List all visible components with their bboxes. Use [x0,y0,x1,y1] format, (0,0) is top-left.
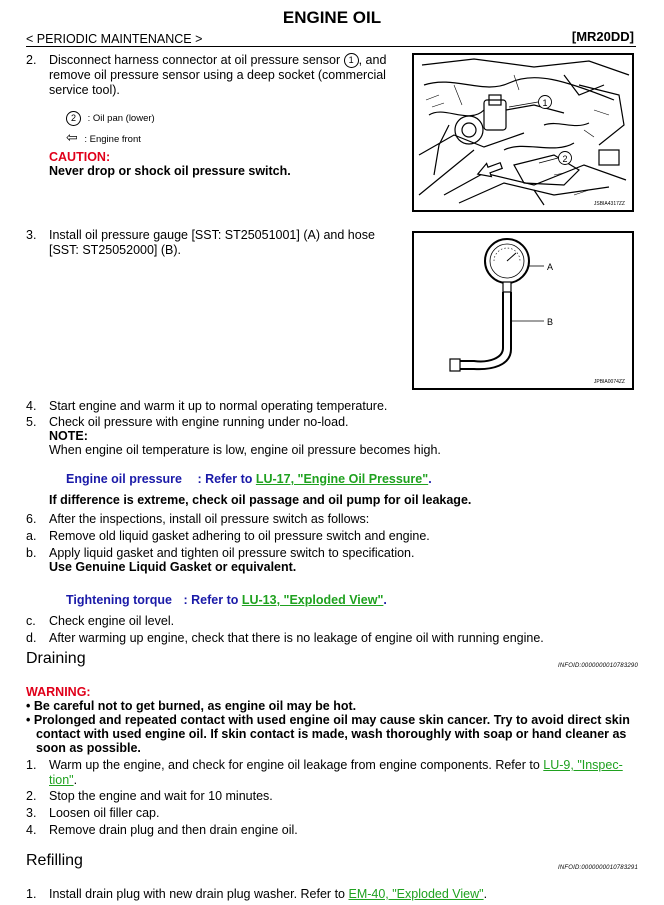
figure-oil-pressure-gauge [412,231,634,390]
figure-2-code: JPBIA0074ZZ [593,379,625,385]
spec-2-end: . [383,593,387,607]
page-title: ENGINE OIL [282,8,382,27]
draining-heading: Draining [26,650,86,667]
figure-callout-2: 2 [562,154,568,164]
figure-callout-1: 1 [542,98,548,108]
spec-2-label: Tightening torque [66,593,173,607]
step-6-text: After the inspections, install oil pressure switch as follows: [49,512,370,526]
drain-step-1-number: 1. [26,758,37,772]
step-c-text: Check engine oil level. [49,614,175,628]
drain-step-2-number: 2. [26,789,37,803]
link-lu-9-cont[interactable]: tion" [49,773,74,787]
caution-text: Never drop or shock oil pressure switch. [49,164,291,178]
step-4-number: 4. [26,399,37,413]
link-lu-13[interactable]: LU-13, "Exploded View" [241,593,384,607]
refill-step-1-number: 1. [26,887,37,901]
drain-step-3-text: Loosen oil filler cap. [49,806,160,820]
refill-step-1-text [49,887,487,902]
step-d-letter: d. [26,631,37,645]
note-label: NOTE: [49,429,88,443]
link-lu-9[interactable]: LU-9, "Inspec- [543,758,623,772]
step-a-letter: a. [26,529,37,543]
spec-2-refer: : Refer to [183,593,239,607]
step-2-line2: remove oil pressure sensor using a deep socket (commercial [49,68,386,83]
warning-bullet-1: • Be careful not to get burned, as engine oil may be hot. [26,699,357,713]
warning-bullet-2-cont1: contact with used engine oil. If skin contact is made, wash thoroughly with soap or hand cleaner as [36,727,627,741]
warning-bullet-2-text: Prolonged and repeated contact with used engine oil may cause skin cancer. Try to avoid direct skin [33,713,630,727]
leakage-check-text: If difference is extreme, check oil passage and oil pump for oil leakage. [49,493,472,507]
figure-oil-pressure-sensor [412,53,634,212]
warning-bullet-1-text: Be careful not to get burned, as engine oil may be hot. [33,699,357,713]
marker-1-icon: 1 [344,53,359,68]
engine-diagram-illustration [414,55,632,210]
step-b-text: Apply liquid gasket and tighten oil pressure switch to specification. [49,546,415,560]
step-d-text: After warming up engine, check that there is no leakage of engine oil with running engine. [49,631,544,645]
step-2-line3: service tool). [49,83,120,98]
model-code: [MR20DD] [571,29,634,44]
legend-engine-front-text: : Engine front [84,134,141,145]
figure-label-b: B [547,317,554,327]
drain-step-1-body: Warm up the engine, and check for engine oil leakage from engine components. Refer to [49,758,540,772]
drain-step-4-text: Remove drain plug and then drain engine oil. [49,823,298,837]
legend-engine-front [66,130,141,147]
step-5-number: 5. [26,415,37,429]
step-2-line1: Disconnect harness connector at oil pressure sensor [49,53,341,67]
drain-step-3-number: 3. [26,806,37,820]
engine-front-arrow-icon: ⇦ [66,129,78,145]
gauge-hose-illustration [414,233,632,388]
legend-oil-pan [66,111,155,126]
spec-engine-oil-pressure [66,472,432,487]
spec-1-refer: : Refer to [197,472,253,486]
spec-1-end: . [428,472,432,486]
drain-step-4-number: 4. [26,823,37,837]
refilling-info-id: INFOID:0000000010783291 [558,865,638,871]
step-3-line1: Install oil pressure gauge [SST: ST25051001] (A) and hose [49,228,375,242]
step-2-number: 2. [26,53,37,67]
warning-label: WARNING: [26,685,91,699]
section-breadcrumb: < PERIODIC MAINTENANCE > [26,32,203,46]
step-b-letter: b. [26,546,37,560]
warning-bullet-2-cont2: soon as possible. [36,741,141,755]
legend-oil-pan-text: : Oil pan (lower) [87,113,155,125]
draining-info-id: INFOID:0000000010783290 [558,663,638,669]
drain-step-1-end: . [73,773,78,787]
step-c-letter: c. [26,614,36,628]
figure-1-code: JSBIA4317ZZ [593,201,625,207]
marker-2-icon: 2 [66,111,81,126]
step-b-bold-text: Use Genuine Liquid Gasket or equivalent. [49,560,297,574]
warning-bullet-2: • Prolonged and repeated contact with used engine oil may cause skin cancer. Try to avoid direct skin [26,713,630,727]
drain-step-1-text [49,758,639,788]
spec-tightening-torque [66,593,387,608]
link-em-40[interactable]: EM-40, "Exploded View" [348,887,484,901]
refill-step-1-end: . [483,887,488,901]
step-4-text: Start engine and warm it up to normal operating temperature. [49,399,388,413]
link-lu-17[interactable]: LU-17, "Engine Oil Pressure" [255,472,429,486]
step-5-text: Check oil pressure with engine running under no-load. [49,415,349,429]
header-divider [26,46,636,47]
step-2-line1-end: , and [358,53,387,67]
step-2-text [49,53,405,98]
step-3-number: 3. [26,228,37,242]
refilling-heading: Refilling [26,852,83,869]
step-6-number: 6. [26,512,37,526]
spec-1-label: Engine oil pressure [66,472,183,486]
step-3-text [49,228,409,258]
step-a-text: Remove old liquid gasket adhering to oil pressure switch and engine. [49,529,430,543]
note-text: When engine oil temperature is low, engine oil pressure becomes high. [49,443,441,457]
refill-step-1-body: Install drain plug with new drain plug washer. Refer to [49,887,345,901]
figure-label-a: A [547,262,554,272]
drain-step-2-text: Stop the engine and wait for 10 minutes. [49,789,273,803]
step-3-line2: [SST: ST25052000] (B). [49,243,182,257]
caution-label: CAUTION: [49,150,111,164]
